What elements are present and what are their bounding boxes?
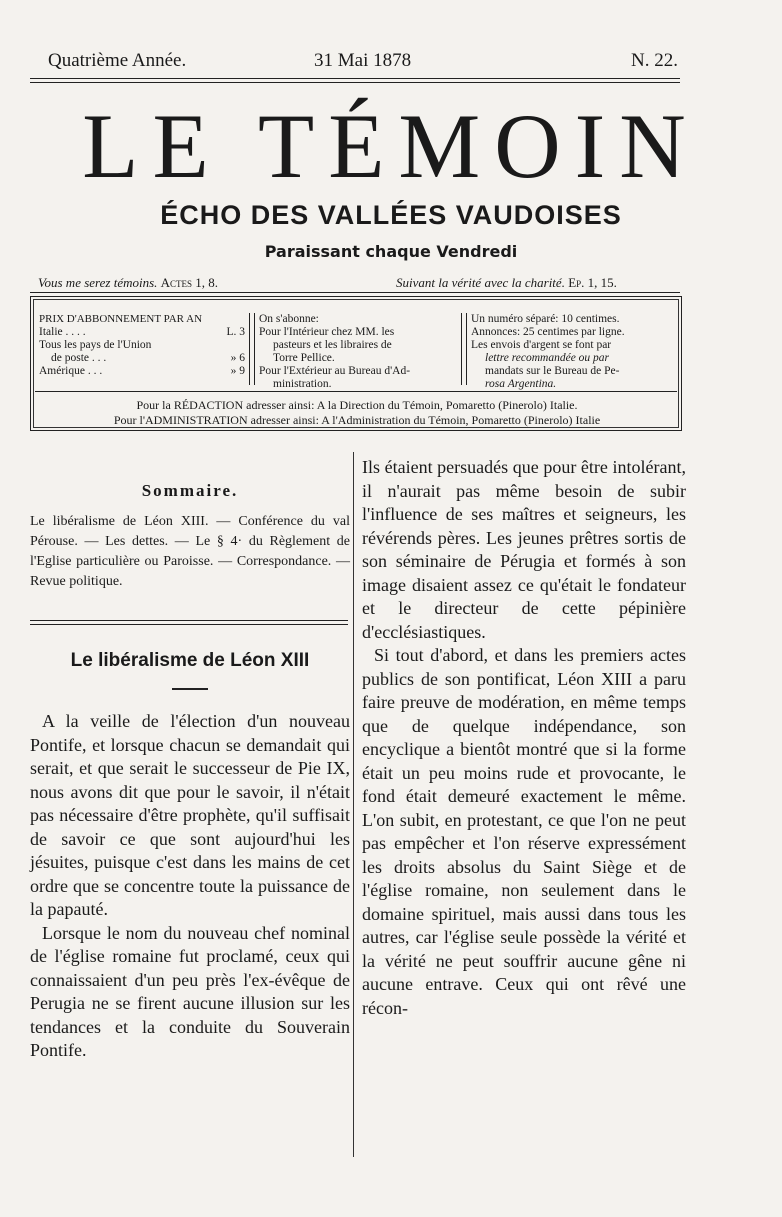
administration-address: Pour l'ADMINISTRATION adresser ainsi: A l'Administration du Témoin, Pomaretto (Pinerolo) Italie bbox=[113, 413, 601, 427]
article-left-column bbox=[30, 710, 350, 1063]
column-divider bbox=[249, 313, 255, 385]
title-dash bbox=[172, 688, 208, 690]
masthead-subtitle: ÉCHO DES VALLÉES VAUDOISES bbox=[160, 200, 622, 230]
price-title: PRIX D'ABBONNEMENT PAR AN bbox=[39, 313, 203, 325]
sommaire-title: Sommaire. bbox=[141, 481, 239, 500]
subscribe-column: On s'abonne: Pour l'Intérieur chez MM. les pasteurs et les libraires de Torre Pellice. Pour l'Extérieur au Bureau d'Ad- ministration. bbox=[259, 313, 411, 390]
sommaire-rule-1 bbox=[30, 620, 348, 621]
rates-column: Un numéro séparé: 10 centimes. Annonces: 25 centimes par ligne. Les envois d'argent se font par lettre recommandée ou par mandats sur le Bureau de Pe- rosa Argentina. bbox=[471, 313, 625, 390]
price-row: de poste . . . » 6 bbox=[51, 352, 245, 364]
column-rule bbox=[353, 452, 354, 1157]
column-divider bbox=[461, 313, 467, 385]
price-row: Tous les pays de l'Union bbox=[39, 339, 152, 351]
header-rule-bottom bbox=[30, 82, 680, 83]
price-row: Italie . . . . L. 3 bbox=[39, 326, 245, 338]
publication-frequency: Paraissant chaque Vendredi bbox=[264, 242, 518, 261]
header-rule-top bbox=[30, 78, 680, 79]
motto-left-ref: Actes 1, 8. bbox=[160, 275, 219, 290]
redaction-address: Pour la RÉDACTION adresser ainsi: A la Direction du Témoin, Pomaretto (Pinerolo) Italie. bbox=[136, 398, 578, 412]
article-right-column bbox=[362, 456, 686, 1020]
subscription-box bbox=[30, 296, 682, 431]
article-paragraph: Ils étaient persuadés que pour être intolérant, il n'aurait pas même besoin de subir l'influence de ses maîtres et seigneurs, les révérends pères. Les jeunes prêtres sortis de son séminaire de Pérugia et formés à son image disaient assez ce qu'était le fondateur et le directeur de cette pépinière d'ecclésiastiques. bbox=[362, 457, 686, 642]
issue-number: N. 22. bbox=[631, 50, 678, 71]
article-paragraph: Lorsque le nom du nouveau chef nominal de l'église romaine fut proclamé, ceux qui connaissaient d'un peu près l'ex-évêque de Perugia ne se firent aucune illusion sur les tendances et la conduite du Souverain Pontife. bbox=[30, 922, 350, 1060]
motto-left bbox=[38, 275, 218, 291]
article-paragraph: A la veille de l'élection d'un nouveau Pontife, et lorsque chacun se demandait qui serait, et que serait le successeur de Pie IX, nous avons dit que pour le savoir, il n'était pas nécessaire d'être prophète, qu'il suffisait de savoir ce que sont aujourd'hui les jésuites, puisque c'est dans les mains de cet ordre que se concentre toute la puissance de la papauté. bbox=[30, 711, 350, 919]
motto-left-text: Vous me serez témoins. bbox=[38, 275, 158, 290]
motto-rule bbox=[30, 292, 680, 293]
box-inner-rule bbox=[35, 391, 677, 392]
price-column bbox=[39, 313, 249, 378]
motto-right bbox=[396, 275, 617, 291]
edition-year: Quatrième Année. bbox=[48, 50, 187, 71]
motto-right-ref: Ep. 1, 15. bbox=[568, 275, 617, 290]
sommaire-text: Le libéralisme de Léon XIII. — Conférence du val Pérouse. — Les dettes. — Le § 4· du Règlement de l'Eglise particulière ou Paroisse. — Correspondance. — Revue politique. bbox=[30, 514, 350, 589]
article-paragraph: Si tout d'abord, et dans les premiers actes publics de son pontificat, Léon XIII a paru faire preuve de modération, en même temps que de quelque indépendance, son encyclique a bientôt montré que si la forme était un peu moins rude et provocante, le fond était demeuré exactement le même. L'on subit, en protestant, ce que l'on ne peut pas empêcher et l'on réserve expressément les droits absolus du Saint Siège et de l'église romaine, non seulement dans le domaine spirituel, mais aussi dans tous les autres, car l'église seule possède la vérité et la vérité ne peut souffrir aucune gêne ni aucune entrave. Ceux qui ont rêvé une récon- bbox=[362, 645, 686, 1018]
masthead-title: LE TÉMOIN bbox=[82, 95, 700, 197]
price-row: Amérique . . . » 9 bbox=[39, 365, 245, 377]
sommaire-rule-2 bbox=[30, 624, 348, 625]
motto-right-text: Suivant la vérité avec la charité. bbox=[396, 275, 565, 290]
issue-date: 31 Mai 1878 bbox=[314, 50, 412, 71]
article-title: Le libéralisme de Léon XIII bbox=[70, 650, 310, 671]
